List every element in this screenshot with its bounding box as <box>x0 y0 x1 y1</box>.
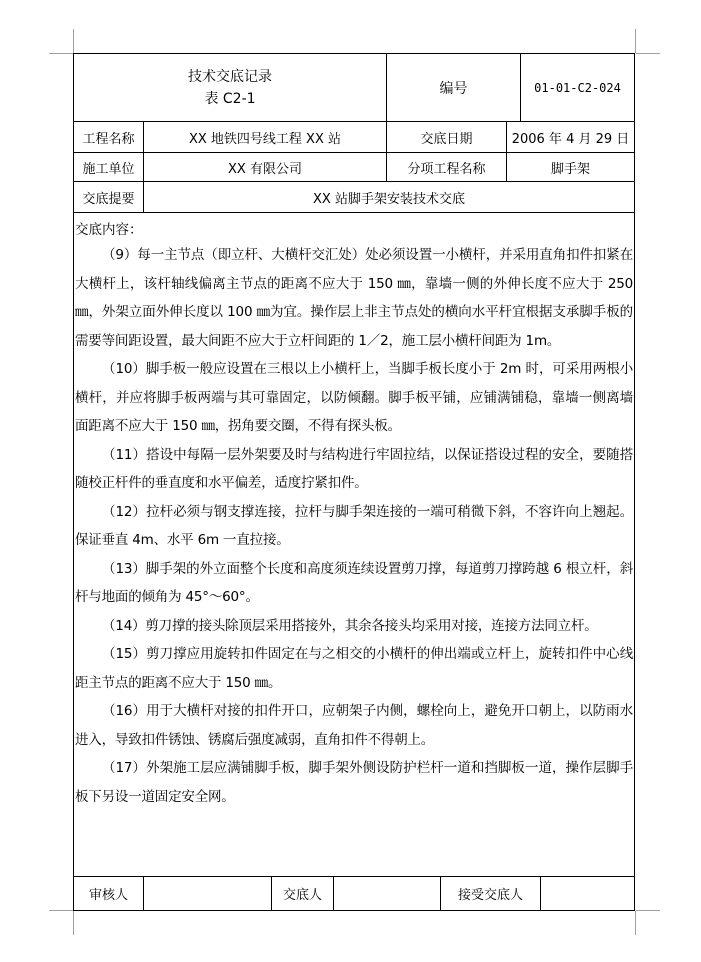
unit-row <box>74 153 634 182</box>
summary-value: XX 站脚手架安装技术交底 <box>313 191 465 207</box>
form-code: 表 C2-1 <box>204 90 256 107</box>
summary-label: 交底提要 <box>82 191 135 207</box>
discloser-value-cell[interactable] <box>334 877 441 910</box>
content-paragraph: （17）外架施工层应满铺脚手板，脚手架外侧设防护栏杆一道和挡脚板一道，操作层脚手板下另设一道固定安全网。 <box>75 760 633 805</box>
header-row <box>74 54 634 122</box>
crop-mark <box>636 910 660 911</box>
project-value-cell <box>144 122 387 152</box>
unit-label-cell <box>74 153 144 181</box>
reviewer-label-cell <box>74 877 144 910</box>
number-label-cell <box>387 54 521 121</box>
content-paragraph: （13）脚手架的外立面整个长度和高度须连续设置剪刀撑，每道剪刀撑跨越 6 根立杆，斜杆与地面的倾角为 45°～60°。 <box>75 560 633 605</box>
content-paragraph: （11）搭设中每隔一层外架要及时与结构进行牢固拉结，以保证搭设过程的安全，要随搭随校正杆件的垂直度和水平偏差，适度拧紧扣件。 <box>75 446 633 491</box>
disclosure-content <box>74 213 634 877</box>
number-value: 01-01-C2-024 <box>534 80 621 95</box>
date-value-cell <box>507 122 634 152</box>
project-label: 工程名称 <box>82 131 135 147</box>
sub-value-cell <box>507 153 634 181</box>
number-value-cell <box>521 54 634 121</box>
discloser-label-cell <box>272 877 334 910</box>
content-paragraph: （9）每一主节点（即立杆、大横杆交汇处）处必须设置一小横杆，并采用直角扣件扣紧在大横杆上，该杆轴线偏离主节点的距离不应大于 150 ㎜，靠墙一侧的外伸长度不应大于 250 ㎜，外架立面外伸长度以 100 ㎜为宜。操作层上非主节点处的横向水平杆宜根据支承脚手板的需要等间距设置，最大间距不应大于立杆间距的 1／2，施工层小横杆间距为 1m。 <box>75 247 633 349</box>
reviewer-label: 审核人 <box>88 888 128 903</box>
summary-value-cell <box>144 182 634 212</box>
content-label: 交底内容： <box>75 222 143 238</box>
crop-mark <box>49 53 73 54</box>
summary-row <box>74 182 634 213</box>
crop-mark <box>49 910 73 911</box>
disclosure-form <box>73 53 635 911</box>
date-label: 交底日期 <box>420 131 473 147</box>
reviewer-value-cell[interactable] <box>144 877 272 910</box>
content-paragraph: （15）剪刀撑应用旋转扣件固定在与之相交的小横杆的伸出端或立杆上，旋转扣件中心线距主节点的距离不应大于 150 ㎜。 <box>75 646 633 691</box>
crop-mark <box>635 29 636 53</box>
crop-mark <box>73 29 74 53</box>
crop-mark <box>73 911 74 935</box>
content-paragraph: （12）拉杆必须与钢支撑连接，拉杆与脚手架连接的一端可稍微下斜，不容许向上翘起。保证垂直 4m、水平 6m 一直拉接。 <box>75 503 633 548</box>
receiver-value-cell[interactable] <box>541 877 634 910</box>
content-paragraph: （10）脚手板一般应设置在三根以上小横杆上，当脚手板长度小于 2m 时，可采用两根小横杆，并应将脚手板两端与其可靠固定，以防倾翻。脚手板平铺，应铺满铺稳，靠墙一侧离墙面距离不应大于 150 ㎜，拐角要交圈，不得有探头板。 <box>75 361 633 434</box>
sub-value: 脚手架 <box>550 161 590 177</box>
unit-value-cell <box>144 153 387 181</box>
content-paragraph: （14）剪刀撑的接头除顶层采用搭接外，其余各接头均采用对接，连接方法同立杆。 <box>102 617 598 634</box>
receiver-label-cell <box>441 877 541 910</box>
date-value: 2006 年 4 月 29 日 <box>511 131 630 147</box>
content-paragraph: （16）用于大横杆对接的扣件开口，应朝架子内侧，螺栓向上，避免开口朝上，以防雨水进入，导致扣件锈蚀、锈腐后强度减弱，直角扣件不得朝上。 <box>75 703 633 748</box>
crop-mark <box>635 911 636 935</box>
unit-value: XX 有限公司 <box>228 161 302 177</box>
receiver-label: 接受交底人 <box>457 888 523 903</box>
number-label: 编号 <box>439 80 468 97</box>
project-row <box>74 122 634 153</box>
project-label-cell <box>74 122 144 152</box>
project-value: XX 地铁四号线工程 XX 站 <box>188 131 342 147</box>
form-title-cell <box>74 54 387 121</box>
sub-label: 分项工程名称 <box>407 161 486 177</box>
date-label-cell <box>387 122 507 152</box>
signature-row <box>74 877 634 910</box>
summary-label-cell <box>74 182 144 212</box>
discloser-label: 交底人 <box>282 888 322 903</box>
sub-label-cell <box>387 153 507 181</box>
unit-label: 施工单位 <box>82 161 135 177</box>
form-title: 技术交底记录 <box>188 68 272 85</box>
crop-mark <box>636 53 660 54</box>
